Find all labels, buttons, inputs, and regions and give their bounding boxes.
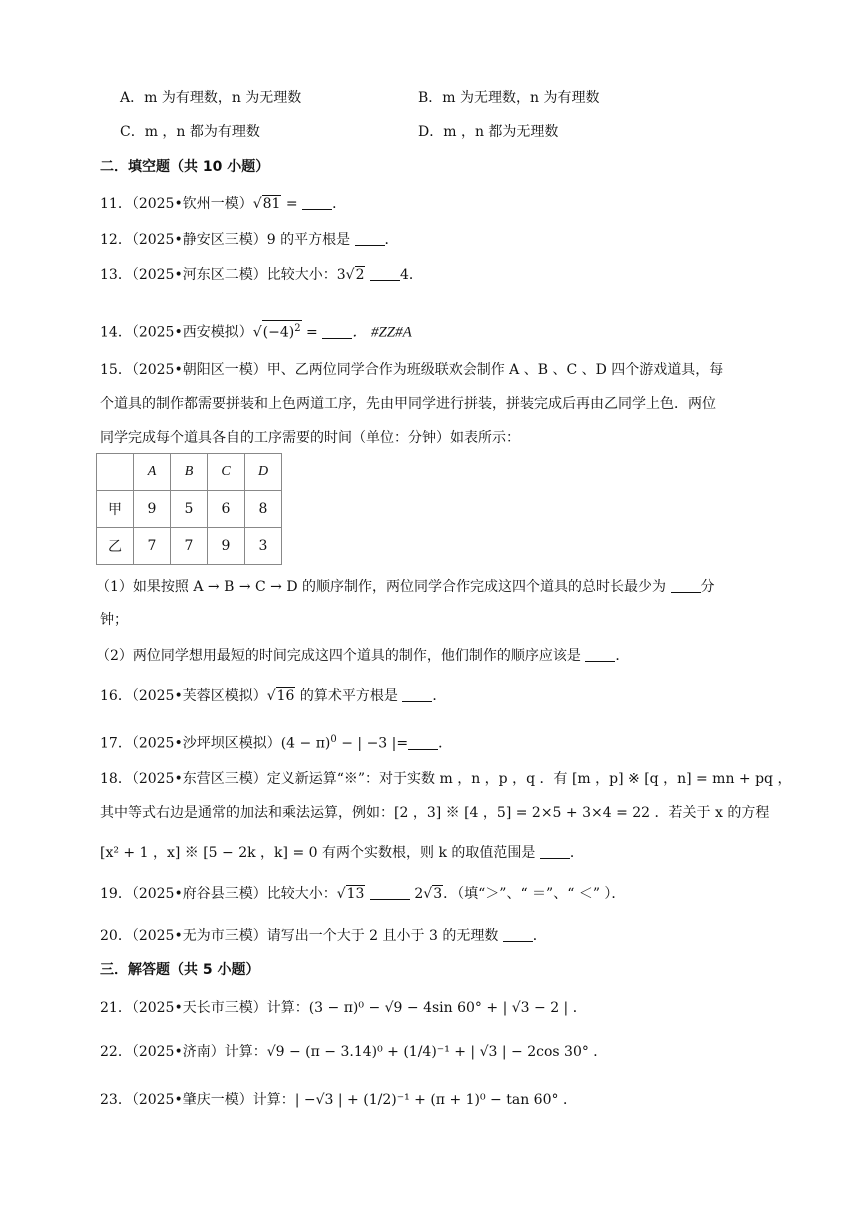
answer-blank[interactable] [585, 647, 615, 662]
question-18-line-1: 18．（2025•东营区三模）定义新运算“※”：对于实数 m ，n ，p ，q ．有 [m ，p] ※ [q ，n] = mn + pq ， [100, 771, 792, 787]
question-18-line-3: [x² + 1 ，x] ※ [5 − 2k ，k] = 0 有两个实数根，则 k 的取值范围是 ． [100, 845, 584, 861]
question-13: 13．（2025•河东区二模）比较大小：3√2 4． [100, 267, 423, 283]
answer-blank[interactable] [355, 231, 385, 246]
option-d: D．m ，n 都为无理数 [418, 124, 559, 140]
answer-blank[interactable] [370, 266, 400, 281]
question-number: 11． [100, 196, 132, 212]
question-20: 20．（2025•无为市三模）请写出一个大于 2 且小于 3 的无理数 ． [100, 928, 547, 944]
question-17: 17．（2025•沙坪坝区模拟）$(4 - \pi)^0$ − | −3 |= ． [100, 734, 453, 752]
question-15-part-1-cont: 钟； [100, 612, 128, 628]
answer-blank[interactable] [322, 324, 352, 339]
question-11: 11．（2025•钦州一模）√81 = ． [100, 196, 347, 212]
question-18-line-2: 其中等式右边是通常的加法和乘法运算，例如：[2 ，3] ※ [4 ，5] = 2×5 + 3×4 = 22 ．若关于 x 的方程 [100, 805, 770, 821]
section-heading-solve: 三．解答题（共 5 小题） [100, 962, 260, 978]
time-table [96, 453, 282, 565]
question-15-line-1: 15．（2025•朝阳区一模）甲、乙两位同学合作为班级联欢会制作 A 、B 、C 、D 四个游戏道具，每 [100, 362, 724, 378]
question-15-line-2: 个道具的制作都需要拼装和上色两道工序，先由甲同学进行拼装，拼装完成后再由乙同学上色．两位 [100, 396, 716, 412]
question-15-line-3: 同学完成每个道具各自的工序需要的时间（单位：分钟）如表所示： [100, 430, 520, 446]
question-source: （2025•钦州一模） [131, 196, 253, 212]
table-row: 甲 9 5 6 8 [97, 491, 282, 528]
question-12: 12．（2025•静安区三模）9 的平方根是 ． [100, 232, 399, 248]
question-22: 22．（2025•济南）计算：√9 − (π − 3.14)⁰ + (1/4)⁻¹ + | √3 | − 2cos 30° ． [100, 1044, 608, 1060]
option-a: A．m 为有理数，n 为无理数 [120, 90, 302, 106]
radicand: 81 [262, 196, 281, 212]
question-14: 14．（2025•西安模拟）$√(-4)^2$ = ． #ZZ#A [100, 320, 412, 343]
question-23: 23．（2025•肇庆一模）计算：| −√3 | + (1/2)⁻¹ + (π + 1)⁰ − tan 60° ． [100, 1092, 577, 1108]
section-heading-fill-blank: 二．填空题（共 10 小题） [100, 159, 270, 175]
question-19: 19．（2025•府谷县三模）比较大小：√13 2√3．（填“＞”、“ ＝”、“ ＜” ）． [100, 886, 626, 902]
option-c: C．m ，n 都为有理数 [120, 124, 260, 140]
question-21: 21．（2025•天长市三模）计算：(3 − π)⁰ − √9 − 4sin 60° + | √3 − 2 | ． [100, 1000, 587, 1016]
answer-blank[interactable] [370, 885, 410, 900]
answer-blank[interactable] [671, 578, 701, 593]
table-header-row: A B C D [97, 454, 282, 491]
question-16: 16．（2025•芙蓉区模拟）√16 的算术平方根是 ． [100, 688, 447, 704]
answer-blank[interactable] [408, 735, 438, 750]
table-row: 乙 7 7 9 3 [97, 528, 282, 565]
answer-blank[interactable] [540, 844, 570, 859]
option-b: B．m 为无理数，n 为有理数 [418, 90, 600, 106]
answer-blank[interactable] [302, 195, 332, 210]
question-15-part-2: （2）两位同学想用最短的时间完成这四个道具的制作，他们制作的顺序应该是 ． [96, 648, 630, 664]
answer-blank[interactable] [503, 927, 533, 942]
question-15-part-1: （1）如果按照 A → B → C → D 的顺序制作，两位同学合作完成这四个道具的总时长最少为 分 [96, 579, 715, 595]
answer-blank[interactable] [402, 687, 432, 702]
question-text: 9 的平方根是 [266, 232, 351, 248]
